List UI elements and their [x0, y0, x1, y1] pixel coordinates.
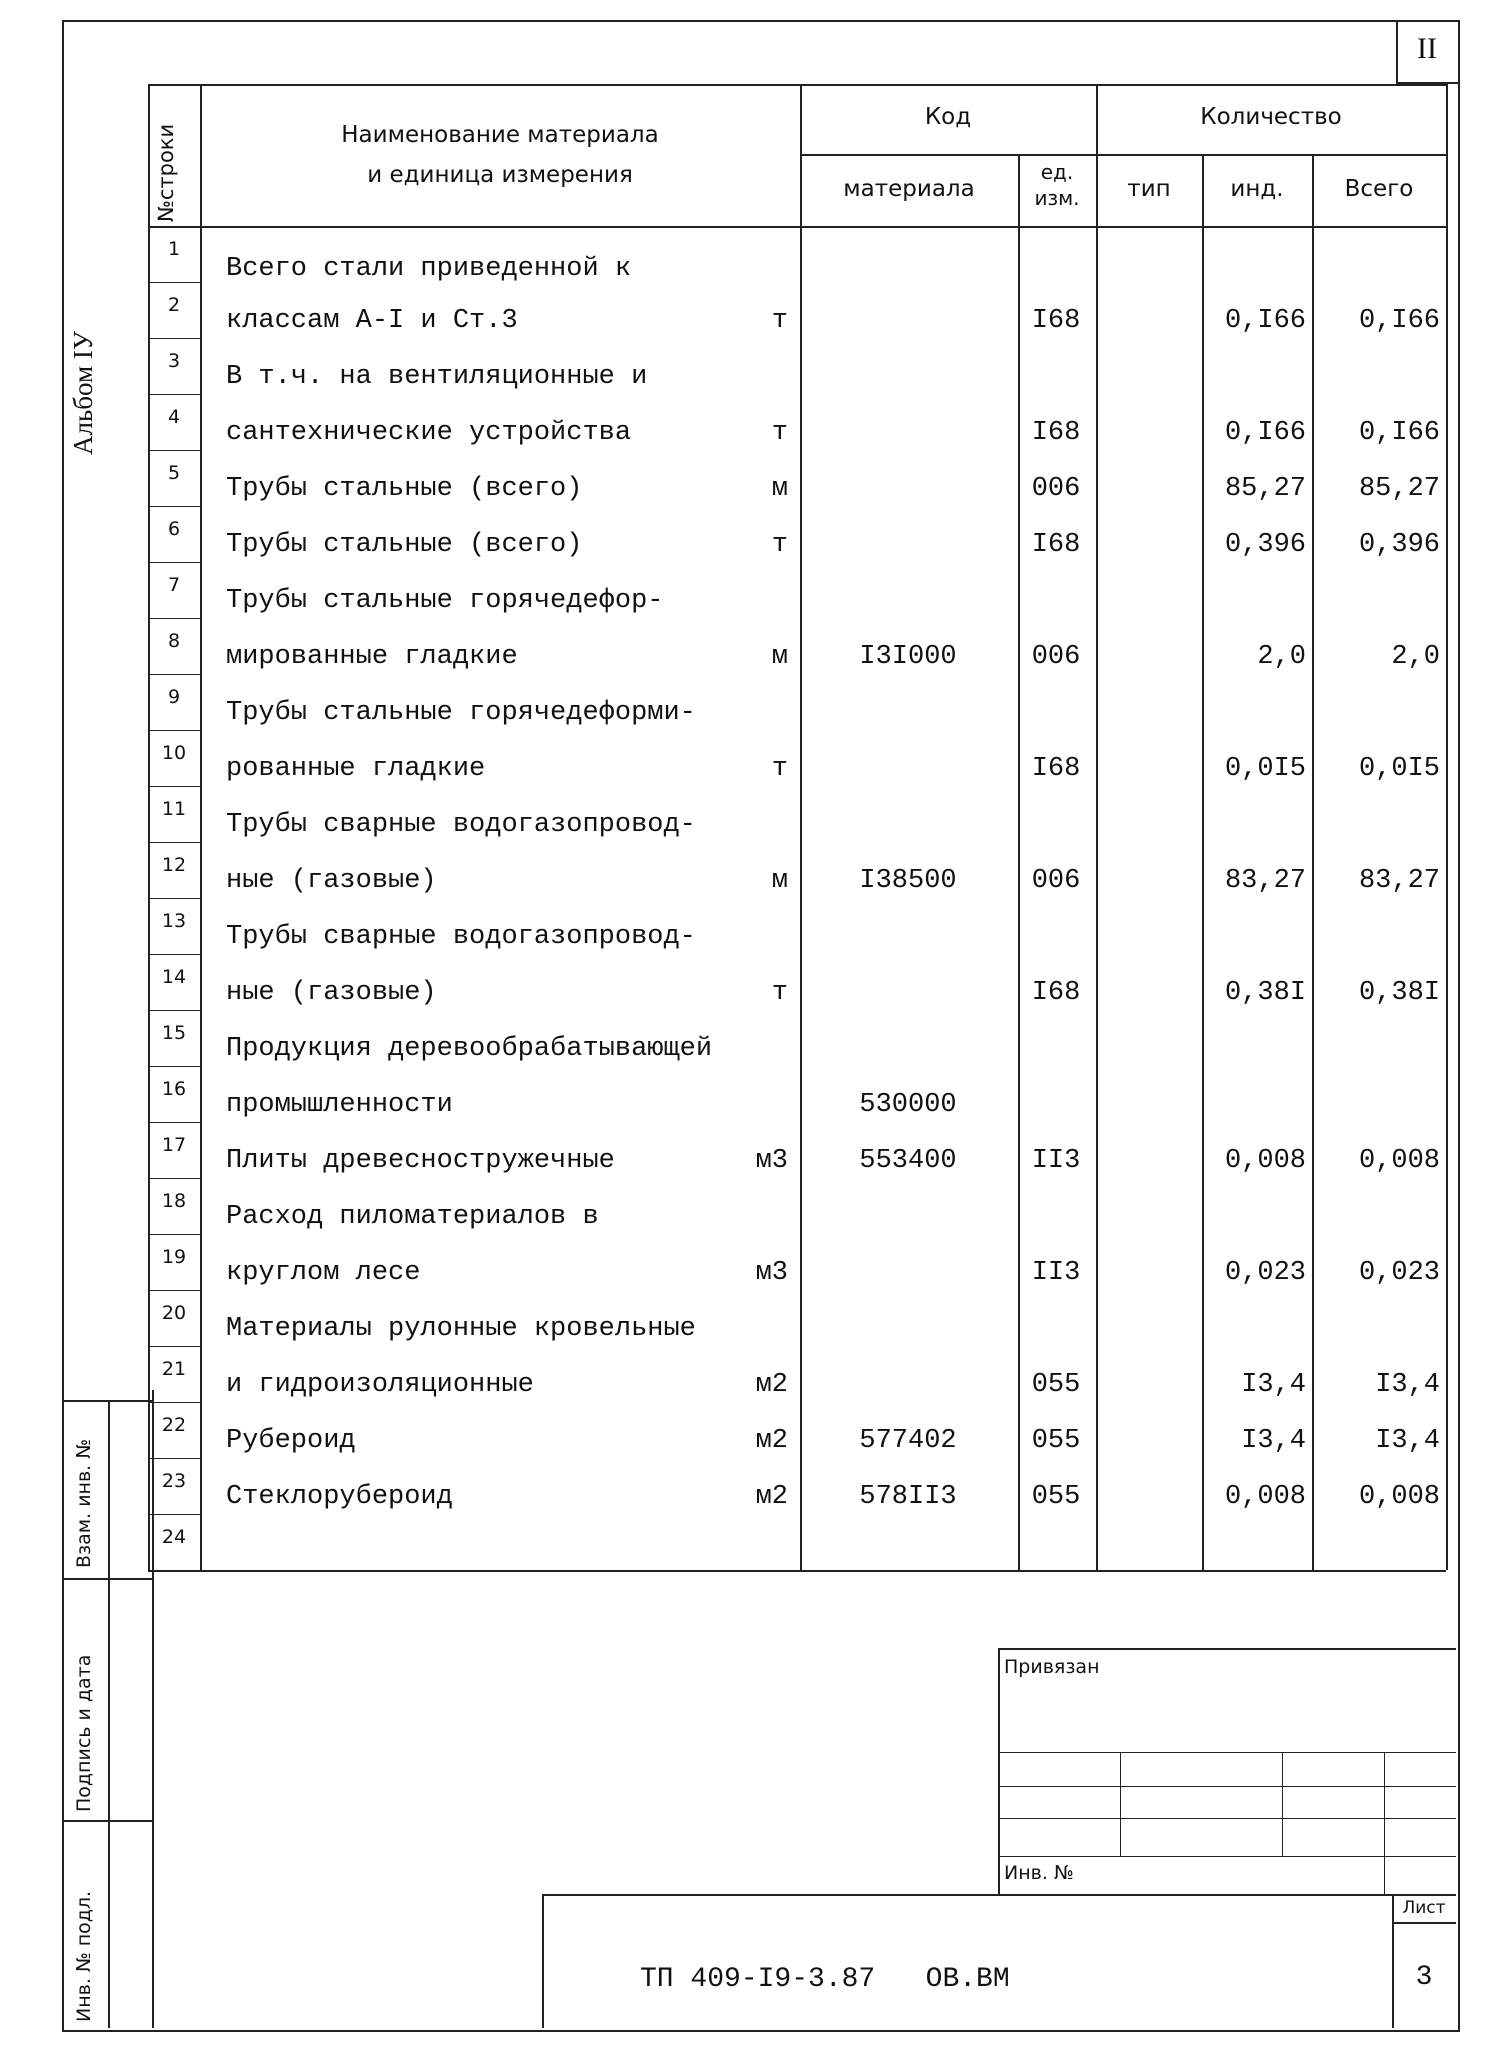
cell-code: I38500	[859, 866, 957, 896]
privyazan-col-3	[1384, 1752, 1385, 1894]
privyazan-left	[998, 1648, 1000, 1894]
cell-total: 0,I66	[1358, 306, 1440, 336]
col-code-left	[800, 84, 802, 1570]
row-divider	[148, 562, 200, 563]
cell-code: 577402	[859, 1426, 957, 1456]
header-name: Наименование материала	[341, 122, 659, 148]
cell-total: 0,38I	[1358, 978, 1440, 1008]
row-divider	[148, 1066, 200, 1067]
cell-name: ные (газовые)	[226, 866, 437, 896]
privyazan-row-1	[998, 1752, 1456, 1753]
stamp-label-vzam: Взам. инв. №	[73, 1438, 95, 1568]
cell-n: 1	[167, 238, 181, 260]
cell-unit: м2	[755, 1426, 788, 1456]
cell-n: 3	[167, 350, 181, 372]
stamp-top	[62, 1400, 152, 1402]
cell-n: 16	[161, 1078, 187, 1100]
cell-n: 9	[167, 686, 181, 708]
cell-n: 24	[161, 1526, 187, 1548]
titleblock-list-divider	[1392, 1922, 1456, 1924]
cell-unit: т	[771, 418, 788, 448]
table-top	[148, 84, 1446, 86]
album-label: Альбом IУ	[68, 331, 98, 455]
cell-n: 2	[167, 294, 181, 316]
cell-n: 18	[161, 1190, 187, 1212]
cell-ind: I3,4	[1241, 1426, 1306, 1456]
cell-name: и гидроизоляционные	[226, 1370, 534, 1400]
cell-ind: 85,27	[1224, 474, 1306, 504]
cell-name: Трубы стальные горячедефор-	[226, 586, 664, 616]
row-divider	[148, 1514, 200, 1515]
header-code-material: материала	[843, 176, 975, 202]
cell-unit: т	[771, 754, 788, 784]
cell-ind: 83,27	[1224, 866, 1306, 896]
cell-name: В т.ч. на вентиляционные и	[226, 362, 648, 392]
cell-name: Рубероид	[226, 1426, 356, 1456]
cell-name: промышленности	[226, 1090, 453, 1120]
privyazan-label: Привязан	[1004, 1656, 1100, 1678]
cell-unit: м2	[755, 1482, 788, 1512]
col-total-left	[1312, 154, 1314, 1570]
header-quantity: Количество	[1200, 104, 1342, 130]
cell-n: 8	[167, 630, 181, 652]
cell-unit-code: 055	[1031, 1426, 1081, 1456]
row-divider	[148, 282, 200, 283]
cell-name: Стеклорубероид	[226, 1482, 453, 1512]
cell-unit: м3	[755, 1258, 788, 1288]
cell-ind: 0,I66	[1224, 306, 1306, 336]
row-divider	[148, 338, 200, 339]
cell-name: ные (газовые)	[226, 978, 437, 1008]
privyazan-row-4	[998, 1856, 1456, 1857]
col-name-left	[200, 84, 202, 1570]
cell-name: Расход пиломатериалов в	[226, 1202, 599, 1232]
header-total: Всего	[1344, 176, 1414, 202]
cell-unit-code: 006	[1031, 474, 1081, 504]
privyazan-col-2	[1282, 1752, 1283, 1856]
cell-name: Продукция деревообрабатывающей	[226, 1034, 713, 1064]
stamp-column-right	[108, 1400, 110, 2028]
cell-name: сантехнические устройства	[226, 418, 632, 448]
row-divider	[148, 1290, 200, 1291]
table-right	[1446, 84, 1448, 1570]
cell-unit: м	[771, 866, 788, 896]
cell-n: 13	[161, 910, 187, 932]
cell-unit-code: I68	[1031, 418, 1081, 448]
cell-unit-code: I68	[1031, 530, 1081, 560]
cell-code: 530000	[859, 1090, 957, 1120]
cell-unit-code: 055	[1031, 1482, 1081, 1512]
row-divider	[148, 1122, 200, 1123]
privyazan-row-2	[998, 1786, 1456, 1787]
cell-n: 15	[161, 1022, 187, 1044]
col-ind-left	[1202, 154, 1204, 1570]
stamp-label-podpis: Подпись и дата	[73, 1654, 95, 1812]
row-divider	[148, 506, 200, 507]
cell-n: 4	[167, 406, 181, 428]
cell-name: мированные гладкие	[226, 642, 518, 672]
list-label: Лист	[1402, 1898, 1446, 1918]
cell-unit-code: 006	[1031, 642, 1081, 672]
row-divider	[148, 1458, 200, 1459]
cell-total: 85,27	[1358, 474, 1440, 504]
cell-n: 20	[161, 1302, 187, 1324]
cell-unit: м3	[755, 1146, 788, 1176]
privyazan-row-3	[998, 1818, 1456, 1819]
cell-total: I3,4	[1375, 1370, 1440, 1400]
row-divider	[148, 450, 200, 451]
header-row-number: №строки	[154, 123, 178, 222]
cell-ind: 0,008	[1224, 1482, 1306, 1512]
table-header-bottom	[148, 226, 1446, 228]
document-code: ТП 409-I9-3.87 ОВ.ВМ	[640, 1964, 1010, 1995]
cell-code: I3I000	[859, 642, 957, 672]
header-unit-sub: изм.	[1034, 186, 1080, 210]
cell-unit: т	[771, 978, 788, 1008]
header-code: Код	[924, 104, 972, 130]
cell-n: 5	[167, 462, 181, 484]
cell-n: 11	[161, 798, 187, 820]
cell-name: Материалы рулонные кровельные	[226, 1314, 696, 1344]
cell-total: 0,396	[1358, 530, 1440, 560]
table-header-mid	[800, 154, 1446, 156]
inv-label: Инв. №	[1004, 1862, 1074, 1884]
titleblock-left	[542, 1894, 544, 2028]
cell-total: 83,27	[1358, 866, 1440, 896]
table-bottom	[148, 1570, 1446, 1572]
cell-unit: т	[771, 530, 788, 560]
cell-n: 23	[161, 1470, 187, 1492]
row-divider	[148, 1178, 200, 1179]
cell-unit-code: 055	[1031, 1370, 1081, 1400]
cell-n: 12	[161, 854, 187, 876]
cell-name: Плиты древесностружечные	[226, 1146, 615, 1176]
cell-unit: м	[771, 642, 788, 672]
cell-n: 19	[161, 1246, 187, 1268]
cell-n: 22	[161, 1414, 187, 1436]
cell-unit-code: II3	[1031, 1146, 1081, 1176]
cell-unit-code: I68	[1031, 754, 1081, 784]
cell-total: 2,0	[1391, 642, 1440, 672]
row-divider	[148, 1346, 200, 1347]
stamp-div-2	[62, 1820, 152, 1822]
cell-unit: т	[771, 306, 788, 336]
col-qty-left	[1096, 84, 1098, 1570]
cell-name: классам А-I и Ст.3	[226, 306, 518, 336]
cell-total: 0,008	[1358, 1146, 1440, 1176]
row-divider	[148, 1234, 200, 1235]
cell-name: круглом лесе	[226, 1258, 421, 1288]
cell-n: 21	[161, 1358, 187, 1380]
cell-n: 7	[167, 574, 181, 596]
cell-unit-code: I68	[1031, 978, 1081, 1008]
cell-unit-code: 006	[1031, 866, 1081, 896]
row-divider	[148, 674, 200, 675]
row-divider	[148, 1402, 200, 1403]
cell-ind: 0,38I	[1224, 978, 1306, 1008]
cell-code: 578II3	[859, 1482, 957, 1512]
row-divider	[148, 898, 200, 899]
cell-unit: м	[771, 474, 788, 504]
row-divider	[148, 394, 200, 395]
privyazan-col-1	[1120, 1752, 1121, 1856]
row-divider	[148, 786, 200, 787]
cell-ind: 0,396	[1224, 530, 1306, 560]
row-divider	[148, 842, 200, 843]
cell-ind: 0,0I5	[1224, 754, 1306, 784]
header-name-sub: и единица измерения	[367, 162, 633, 188]
cell-unit: м2	[755, 1370, 788, 1400]
cell-ind: 0,008	[1224, 1146, 1306, 1176]
cell-unit-code: II3	[1031, 1258, 1081, 1288]
cell-n: 6	[167, 518, 181, 540]
cell-name: Трубы сварные водогазопровод-	[226, 922, 696, 952]
cell-ind: 0,I66	[1224, 418, 1306, 448]
col-unit-left	[1018, 154, 1020, 1570]
cell-n: 17	[161, 1134, 187, 1156]
cell-code: 553400	[859, 1146, 957, 1176]
row-divider	[148, 618, 200, 619]
cell-total: 0,I66	[1358, 418, 1440, 448]
stamp-label-inv: Инв. № подл.	[73, 1890, 95, 2022]
row-divider	[148, 1010, 200, 1011]
header-ind: инд.	[1230, 176, 1284, 202]
stamp-column-left	[62, 1400, 64, 2028]
header-unit: ед.	[1040, 160, 1074, 184]
row-divider	[148, 730, 200, 731]
cell-name: рованные гладкие	[226, 754, 486, 784]
row-1-text: Всего стали приведенной к	[226, 254, 632, 284]
header-tip: тип	[1127, 176, 1171, 202]
cell-name: Трубы стальные горячедеформи-	[226, 698, 696, 728]
titleblock-top	[542, 1894, 1456, 1896]
privyazan-top	[998, 1648, 1456, 1650]
cell-name: Трубы стальные (всего)	[226, 474, 583, 504]
cell-total: I3,4	[1375, 1426, 1440, 1456]
cell-ind: 2,0	[1257, 642, 1306, 672]
cell-unit-code: I68	[1031, 306, 1081, 336]
cell-total: 0,023	[1358, 1258, 1440, 1288]
list-number: 3	[1415, 1962, 1433, 1993]
cell-name: Трубы стальные (всего)	[226, 530, 583, 560]
stamp-div-1	[62, 1578, 152, 1580]
cell-ind: 0,023	[1224, 1258, 1306, 1288]
page-number: II	[1417, 32, 1437, 65]
cell-total: 0,0I5	[1358, 754, 1440, 784]
cell-n: 10	[161, 742, 187, 764]
cell-name: Трубы сварные водогазопровод-	[226, 810, 696, 840]
cell-n: 14	[161, 966, 187, 988]
row-divider	[148, 954, 200, 955]
cell-ind: I3,4	[1241, 1370, 1306, 1400]
cell-total: 0,008	[1358, 1482, 1440, 1512]
